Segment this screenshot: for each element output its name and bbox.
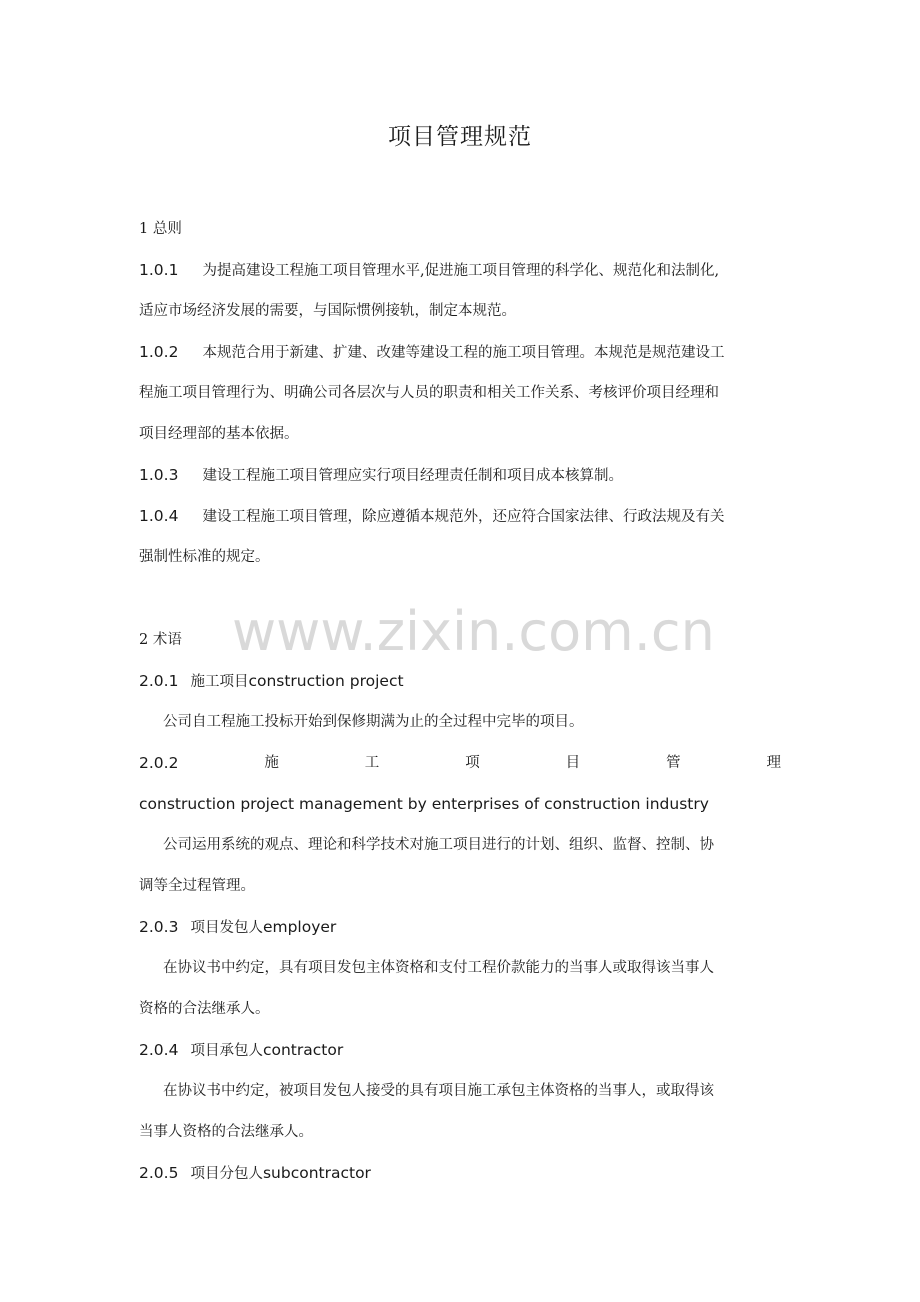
clause-text: 为提高建设工程施工项目管理水平,促进施工项目管理的科学化、规范化和法制化,: [202, 263, 720, 279]
clause-1-0-2: [139, 342, 781, 363]
clause-text: 建设工程施工项目管理，除应遵循本规范外，还应符合国家法律、行政法规及有关: [202, 509, 725, 525]
term-zh-char: 管: [666, 755, 681, 771]
clause-number: 1.0.1: [139, 261, 179, 279]
clause-text: 程施工项目管理行为、明确公司各层次与人员的职责和相关工作关系、考核评价项目经理和: [139, 385, 719, 401]
clause-1-0-4: [139, 506, 781, 527]
clause-text: 强制性标准的规定。: [139, 549, 270, 565]
term-zh-char: 工: [364, 755, 380, 771]
clause-number: 2.0.5: [139, 1164, 179, 1182]
clause-number: 1.0.2: [139, 343, 179, 361]
term-en: employer: [262, 918, 337, 936]
term-en: construction project: [248, 672, 404, 690]
clause-number: 1.0.4: [139, 507, 179, 525]
term-en: subcontractor: [262, 1164, 371, 1182]
clause-text: 适应市场经济发展的需要，与国际惯例接轨，制定本规范。: [139, 303, 516, 319]
clause-number: 1.0.3: [139, 466, 179, 484]
term-en: contractor: [262, 1041, 344, 1059]
clause-number: 2.0.3: [139, 918, 179, 936]
clause-number: 2.0.4: [139, 1041, 179, 1059]
section-heading: 2 术语: [139, 632, 182, 648]
term-2-0-2: [139, 753, 781, 773]
clause-number: 2.0.2: [139, 754, 179, 772]
term-zh-char: 理: [766, 755, 781, 771]
term-definition: 资格的合法继承人。: [139, 1001, 270, 1017]
page-title: 项目管理规范: [388, 124, 532, 150]
term-definition: 在协议书中约定，具有项目发包主体资格和支付工程价款能力的当事人或取得该当事人: [163, 960, 714, 976]
clause-text: 本规范合用于新建、扩建、改建等建设工程的施工项目管理。本规范是规范建设工: [202, 345, 725, 361]
term-2-0-1: [139, 671, 781, 692]
term-definition: 在协议书中约定，被项目发包人接受的具有项目施工承包主体资格的当事人，或取得该: [163, 1083, 714, 1099]
term-zh-char: 项: [465, 755, 480, 771]
clause-number: 2.0.1: [139, 672, 179, 690]
term-en: construction project management by enterprises of construction industry: [139, 795, 709, 813]
clause-1-0-3: [139, 465, 781, 486]
term-zh: 项目承包人: [190, 1043, 263, 1059]
term-zh-char: 目: [565, 755, 581, 771]
term-zh: 项目发包人: [190, 920, 263, 936]
term-2-0-3: [139, 917, 781, 938]
term-definition: 公司自工程施工投标开始到保修期满为止的全过程中完毕的项目。: [163, 714, 584, 730]
clause-text: 项目经理部的基本依据。: [139, 426, 299, 442]
watermark: www.zixin.com.cn: [232, 600, 715, 663]
section-heading: 1 总则: [139, 221, 182, 237]
term-definition: 公司运用系统的观点、理论和科学技术对施工项目进行的计划、组织、监督、控制、协: [163, 837, 714, 853]
clause-text: 建设工程施工项目管理应实行项目经理责任制和项目成本核算制。: [202, 468, 623, 484]
clause-1-0-1: [139, 260, 781, 281]
term-definition: 当事人资格的合法继承人。: [139, 1124, 313, 1140]
term-definition: 调等全过程管理。: [139, 878, 255, 894]
term-zh: 施工项目: [190, 674, 249, 690]
term-zh: 项目分包人: [190, 1166, 263, 1182]
term-2-0-5: [139, 1163, 781, 1184]
term-2-0-4: [139, 1040, 781, 1061]
term-zh-char: 施: [264, 755, 279, 771]
